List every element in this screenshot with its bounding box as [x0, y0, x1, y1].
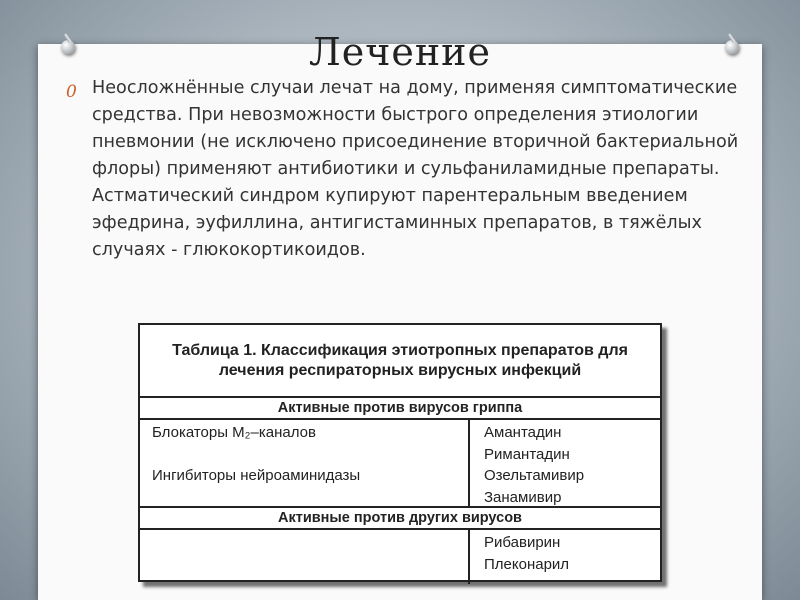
table-cell: Рибавирин	[484, 534, 561, 551]
slide-paragraph: Неосложнённые случаи лечат на дому, применяя симптоматические средства. При невозможности быстрого определения этиологии пневмонии (не исключено присоединение вторичной бактериальной флоры) применяют антибиотики и сульфаниламидные препараты. Астматический синдром купируют парентеральным введением эфедрина, эуфиллина, антигистаминных препаратов, в тяжёлых случаях - глюкокортикоидов.	[92, 78, 739, 260]
table-cell: Ингибиторы нейроаминидазы	[152, 467, 361, 484]
table-cell: Занамивир	[484, 488, 562, 506]
table-section-other	[140, 530, 660, 584]
table-section-influenza	[140, 420, 660, 508]
classification-table	[138, 323, 662, 582]
bullet-marker-icon: 0	[66, 82, 77, 102]
table-cell: Римантадин	[484, 445, 570, 463]
table-right-column	[470, 530, 660, 584]
table-cell: Плеконарил	[484, 555, 570, 573]
slide-title: Лечение	[309, 30, 491, 74]
table-left-column	[140, 530, 470, 584]
table-cell: Озельтамивир	[484, 467, 585, 484]
table-left-column	[140, 420, 470, 506]
table-section-heading-other: Активные против других вирусов	[140, 508, 660, 530]
table-section-heading-influenza: Активные против вирусов гриппа	[140, 398, 660, 420]
table-right-column	[470, 420, 660, 506]
table-cell: Блокаторы M₂–каналов	[152, 424, 316, 441]
table-cell: Амантадин	[484, 424, 562, 441]
table-caption: Таблица 1. Классификация этиотропных препаратов для лечения респираторных вирусных инфекций	[140, 325, 660, 398]
